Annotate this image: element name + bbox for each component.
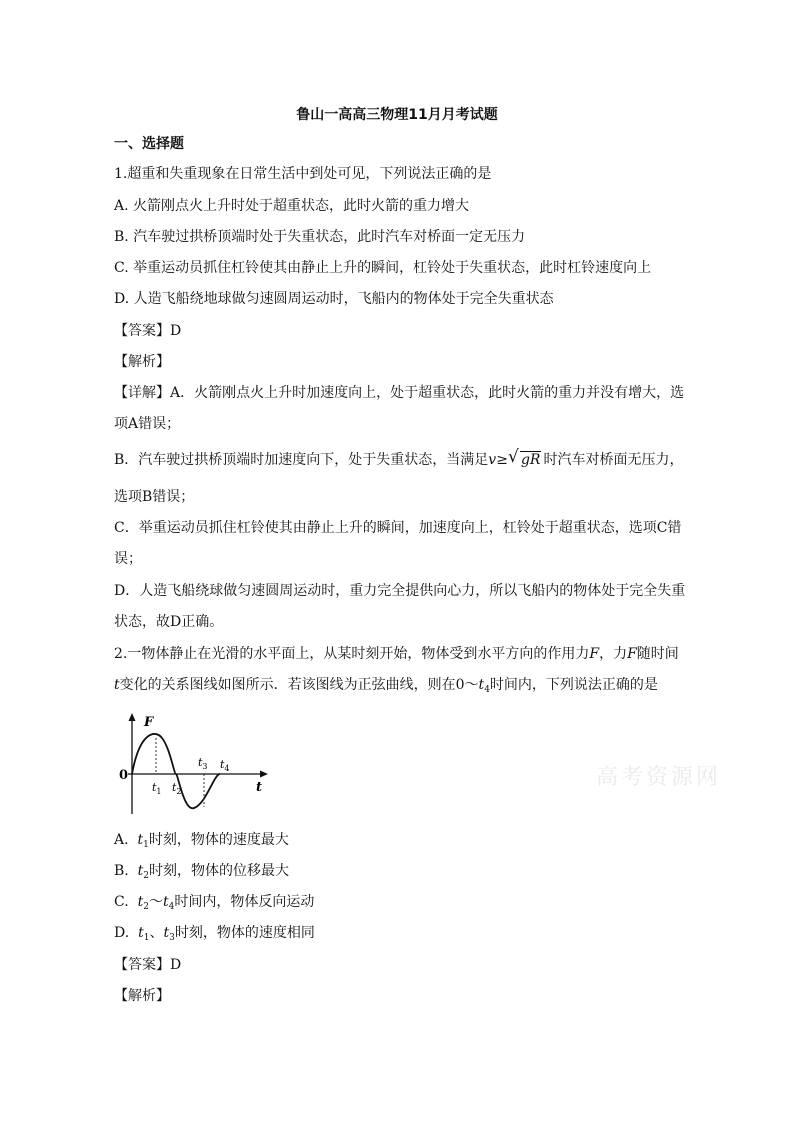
q2-option-b-t: t	[137, 863, 144, 879]
q2-option-c-t-b: t	[162, 894, 169, 910]
q1-detail-b2: 选项B错误；	[114, 489, 195, 505]
q1-option-a: A. 火箭刚点火上升时处于超重状态，此时火箭的重力增大	[114, 198, 470, 214]
tick-t3: $t_3$	[198, 756, 208, 771]
q1-detail-b	[114, 447, 684, 470]
q1-detail-b-radicand: gR	[520, 452, 541, 468]
q2-option-d-mid: 、	[149, 925, 164, 941]
f-axis-arrow	[129, 713, 136, 721]
q1-detail-c2: 误；	[114, 551, 142, 567]
q2-option-a-sub: 1	[143, 840, 149, 850]
q1-detail-d2: 状态，故D正确。	[114, 614, 224, 630]
q1-detail-b-pre: B．汽车驶过拱桥顶端时加速度向下，处于失重状态，当满足	[114, 452, 489, 468]
q2-option-d-sub: 1	[143, 933, 150, 943]
q2-option-c	[114, 892, 314, 912]
q2-option-a-text: 时刻，物体的速度最大	[148, 832, 289, 848]
q2-option-c-sub-b: 4	[168, 902, 175, 912]
sine-curve	[132, 734, 220, 808]
q1-detail-c: C．举重运动员抓住杠铃使其由静止上升的瞬间，加速度向上，杠铃处于超重状态，选项C错	[114, 520, 682, 536]
q2-stem-f2: F	[627, 646, 637, 662]
q1-detail-b-ge: ≥	[496, 452, 508, 468]
q1-detail-a: 【详解】A．火箭刚点火上升时加速度向上，处于超重状态，此时火箭的重力并没有增大，选	[114, 385, 685, 401]
q2-option-c-text: 时间内，物体反向运动	[174, 894, 315, 910]
q2-option-c-t: t	[137, 894, 144, 910]
doc-title: 鲁山一高高三物理11月月考试题	[296, 107, 498, 123]
q1-stem: 1.超重和失重现象在日常生活中到处可见，下列说法正确的是	[114, 166, 492, 182]
q1-detail-d: D．人造飞船绕球做匀速圆周运动时，重力完全提供向心力，所以飞船内的物体处于完全失重	[114, 583, 686, 599]
q2-option-d-t-b: t	[163, 925, 170, 941]
q1-option-c: C. 举重运动员抓住杠铃使其由静止上升的瞬间，杠铃处于失重状态，此时杠铃速度向上	[114, 260, 652, 276]
q2-option-d	[114, 923, 315, 943]
q2-option-d-text: 时刻，物体的速度相同	[174, 925, 315, 941]
q2-stem-pre: 2.一物体静止在光滑的水平面上，从某时刻开始，物体受到水平方向的作用力	[114, 646, 590, 662]
q2-option-a-letter: A.	[114, 832, 129, 848]
origin-label: 0	[119, 768, 129, 783]
q2-option-b-letter: B.	[114, 863, 129, 879]
q2-option-c-letter: C.	[114, 894, 129, 910]
axis-label-f: F	[144, 715, 154, 730]
q1-analysis-label: 【解析】	[114, 354, 170, 370]
q2-stem2-t4-sub: 4	[484, 685, 490, 695]
axis-label-t: t	[256, 780, 263, 795]
q1-detail-a2: 项A错误；	[114, 416, 181, 432]
q2-stem-post: 随时间	[636, 646, 679, 662]
q1-detail-b-v: v	[488, 452, 497, 468]
section-heading: 一、选择题	[114, 136, 184, 152]
force-time-graph	[118, 710, 278, 820]
q2-stem-mid: ，力	[599, 646, 628, 662]
q2-option-b	[114, 861, 289, 881]
q2-stem-line2	[114, 675, 658, 695]
t-axis-arrow	[260, 771, 268, 778]
q2-option-d-sub-b: 3	[169, 933, 175, 943]
q2-option-b-sub: 2	[143, 871, 150, 881]
q2-option-b-text: 时刻，物体的位移最大	[149, 863, 290, 879]
q2-option-a-t: t	[137, 832, 144, 848]
q1-answer: 【答案】D	[114, 323, 182, 339]
watermark: 高考资源网	[596, 765, 722, 790]
q2-analysis-label: 【解析】	[114, 988, 170, 1004]
q2-stem-f: F	[589, 646, 600, 662]
q2-option-c-sub: 2	[143, 902, 149, 912]
q2-answer: 【答案】D	[114, 957, 182, 973]
q2-stem2-t4: t	[478, 677, 485, 693]
q2-stem2-post: 时间内，下列说法正确的是	[489, 677, 658, 693]
q2-stem	[114, 644, 679, 664]
q2-option-d-letter: D.	[114, 925, 130, 941]
sqrt-symbol: √ gR	[507, 447, 541, 468]
q2-stem2-t: t	[114, 677, 120, 693]
tick-t4: $t_4$	[220, 758, 230, 773]
q2-stem2-pre: 变化的关系图线如图所示．若该图线为正弦曲线，则在0～	[119, 677, 479, 693]
tick-t2: $t_2$	[172, 781, 182, 796]
q2-option-d-t: t	[138, 925, 144, 941]
q1-option-b: B. 汽车驶过拱桥顶端时处于失重状态，此时汽车对桥面一定无压力	[114, 229, 526, 245]
q1-option-d: D. 人造飞船绕地球做匀速圆周运动时，飞船内的物体处于完全失重状态	[114, 291, 554, 307]
q2-option-c-mid: ～	[148, 894, 163, 910]
q2-option-a	[114, 830, 289, 850]
q1-detail-b-post: 时汽车对桥面无压力，	[543, 452, 684, 468]
tick-t1: $t_1$	[152, 781, 162, 796]
